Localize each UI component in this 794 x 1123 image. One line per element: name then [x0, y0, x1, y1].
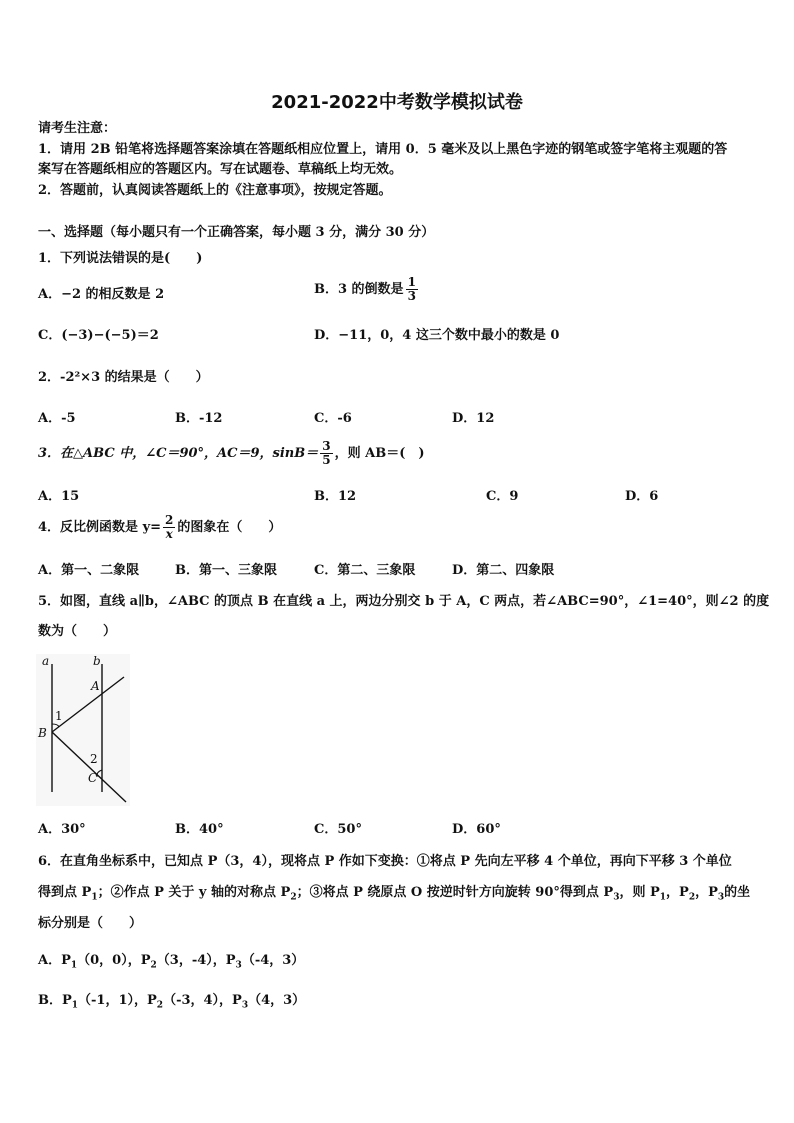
q2-option-a: A．-5	[38, 411, 76, 426]
fraction-denominator: 5	[322, 453, 331, 467]
q5-stem-line-1: 5．如图，直线 a∥b，∠ABC 的顶点 B 在直线 a 上，两边分别交 b 于 A，C 两点，若∠ABC=90°，∠1=40°，则∠2 的度	[38, 594, 770, 609]
notice-line-1a: 1．请用 2B 铅笔将选择题答案涂填在答题纸相应位置上，请用 0．5 毫米及以上黑色字迹的钢笔或签字笔将主观题的答	[38, 142, 728, 157]
q6-option-b	[38, 992, 305, 1015]
q6-stem-line-3: 标分别是（ ）	[38, 916, 143, 931]
q6-option-text: B．P	[38, 993, 72, 1008]
label-C: C	[88, 771, 98, 785]
label-a: a	[42, 654, 50, 668]
page-title: 2021-2022中考数学模拟试卷	[271, 92, 523, 113]
notice-heading: 请考生注意：	[38, 121, 117, 136]
q2-option-d: D．12	[452, 411, 495, 426]
notice-line-1b: 案写在答题纸相应的答题区内。写在试题卷、草稿纸上均无效。	[38, 162, 403, 177]
subscript: 3	[717, 892, 725, 903]
q6-text: ；②作点 P 关于 y 轴的对称点 P	[97, 885, 291, 900]
q5-option-a: A．30°	[38, 822, 86, 837]
q6-option-text: （4，3）	[248, 993, 306, 1008]
q6-stem-line-2	[38, 884, 750, 907]
subscript: 3	[235, 960, 242, 971]
q6-text: ，则 P	[619, 885, 660, 900]
q3-stem	[38, 440, 425, 467]
q4-stem-tail: 的图象在（ ）	[177, 519, 282, 535]
q3-stem-tail: ，则 AB＝( )	[334, 445, 425, 461]
q3-option-c: C．9	[486, 489, 519, 504]
q6-text: 得到点 P	[38, 885, 92, 900]
q2-option-b: B．-12	[175, 411, 223, 426]
fraction-numerator: 2	[165, 513, 174, 527]
q6-text: ，P	[666, 885, 689, 900]
figure-background	[36, 654, 130, 806]
subscript: 1	[70, 960, 78, 971]
q1-option-b-text: B．3 的倒数是	[314, 281, 404, 297]
q6-text: ，P	[695, 885, 718, 900]
q1-option-c: C．(−3)−(−5)＝2	[38, 328, 159, 343]
q6-option-text: （0，0），P	[77, 953, 151, 968]
subscript: 2	[150, 960, 157, 971]
q6-option-text: （-3，4），P	[163, 993, 242, 1008]
label-b: b	[93, 654, 101, 668]
q3-option-d: D．6	[625, 489, 659, 504]
q6-text: 的坐	[724, 885, 751, 900]
q5-option-c: C．50°	[314, 822, 362, 837]
subscript: 1	[71, 1000, 79, 1011]
q5-figure	[36, 654, 130, 806]
q4-stem-text: 4．反比例函数是 y=	[38, 519, 162, 535]
q3-option-a: A．15	[38, 489, 80, 504]
fraction-denominator: 3	[407, 289, 416, 303]
subscript: 1	[91, 892, 98, 903]
q3-stem-text: 3．在△ABC 中，∠C＝90°，AC＝9，sinB＝	[38, 445, 319, 461]
q6-option-text: （3，-4），P	[156, 953, 236, 968]
q4-fraction	[163, 514, 175, 541]
q3-fraction	[320, 440, 332, 467]
q6-option-a	[38, 952, 304, 975]
q4-option-c: C．第二、三象限	[314, 563, 416, 578]
subscript: 2	[688, 892, 696, 903]
subscript: 3	[241, 1000, 249, 1011]
label-A: A	[91, 679, 100, 693]
q6-option-text: （-4，3）	[241, 953, 305, 968]
label-angle-2: 2	[90, 752, 98, 766]
label-B: B	[38, 726, 47, 740]
label-angle-1: 1	[55, 709, 63, 723]
notice-line-2: 2．答题前，认真阅读答题纸上的《注意事项》，按规定答题。	[38, 183, 392, 198]
q2-stem: 2．-2²×3 的结果是（ ）	[38, 370, 209, 385]
subscript: 2	[156, 1000, 164, 1011]
q4-stem	[38, 514, 281, 541]
q1-option-b	[314, 276, 420, 303]
q6-option-text: （-1，1），P	[78, 993, 157, 1008]
subscript: 3	[613, 892, 620, 903]
q5-option-b: B．40°	[175, 822, 224, 837]
subscript: 2	[290, 892, 297, 903]
q4-option-d: D．第二、四象限	[452, 563, 555, 578]
q4-option-a: A．第一、二象限	[38, 563, 140, 578]
subscript: 1	[659, 892, 667, 903]
fraction-numerator: 3	[322, 439, 331, 453]
q1-option-d: D．−11，0，4 这三个数中最小的数是 0	[314, 328, 560, 343]
fraction-numerator: 1	[407, 275, 416, 289]
q2-option-c: C．-6	[314, 411, 352, 426]
q6-stem-line-1: 6．在直角坐标系中，已知点 P（3，4），现将点 P 作如下变换：①将点 P 先向左平移 4 个单位，再向下平移 3 个单位	[38, 854, 732, 869]
q3-option-b: B．12	[314, 489, 357, 504]
q1-option-b-fraction	[406, 276, 418, 303]
q5-stem-line-2: 数为（ ）	[38, 624, 117, 639]
q1-option-a: A．−2 的相反数是 2	[38, 287, 165, 302]
q6-text: ；③将点 P 绕原点 O 按逆时针方向旋转 90°得到点 P	[296, 885, 614, 900]
section-heading: 一、选择题（每小题只有一个正确答案，每小题 3 分，满分 30 分）	[38, 225, 435, 240]
q4-option-b: B．第一、三象限	[175, 563, 277, 578]
q5-option-d: D．60°	[452, 822, 501, 837]
fraction-denominator: x	[165, 527, 173, 541]
q1-stem: 1．下列说法错误的是( )	[38, 251, 203, 266]
q6-option-text: A．P	[38, 953, 71, 968]
